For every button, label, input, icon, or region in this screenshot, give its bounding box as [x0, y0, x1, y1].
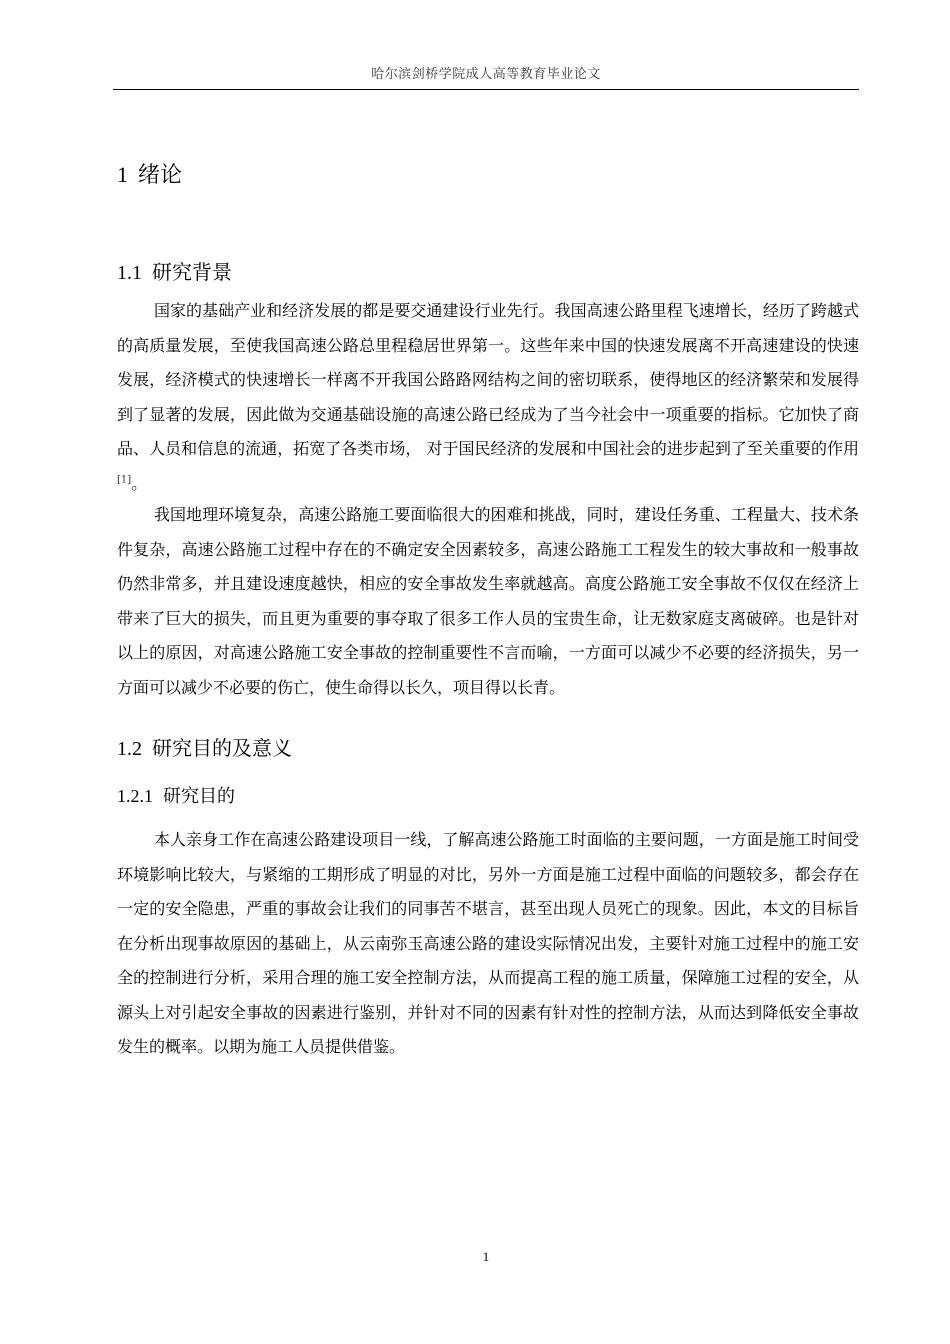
section-title: 研究目的及意义 [152, 736, 292, 760]
chapter-title: 绪论 [138, 163, 183, 188]
section-heading-1-1 [117, 256, 232, 289]
paragraph-text: 我国地理环境复杂，高速公路施工要面临很大的困难和挑战，同时，建设任务重、工程量大、技术条件复杂，高速公路施工过程中存在的不确定安全因素较多，高速公路施工工程发生的较大事故和一般事故仍然非常多，并且建设速度越快，相应的安全事故发生率就越高。高度公路施工安全事故不仅仅在经济上带来了巨大的损失，而且更为重要的事夺取了很多工作人员的宝贵生命，让无数家庭支离破碎。也是针对以上的原因，对高速公路施工安全事故的控制重要性不言而喻，一方面可以减少不必要的经济损失，另一方面可以减少不必要的伤亡，使生命得以长久，项目得以长青。 [117, 505, 859, 697]
background-paragraph-1 [117, 294, 859, 501]
paragraph-end: 。 [131, 473, 148, 493]
section-title: 研究背景 [152, 260, 232, 284]
section-number: 1.2 [117, 738, 142, 760]
chapter-number: 1 [117, 162, 128, 187]
chapter-heading [117, 158, 182, 193]
purpose-paragraph [117, 823, 859, 1065]
header-rule [113, 89, 859, 90]
running-header: 哈尔滨剑桥学院成人高等教育毕业论文 [371, 67, 601, 82]
paragraph-text: 国家的基础产业和经济发展的都是要交通建设行业先行。我国高速公路里程飞速增长，经历了跨越式的高质量发展，至使我国高速公路总里程稳居世界第一。这些年来中国的快速发展离不开高速建设的快速发展，经济模式的快速增长一样离不开我国公路路网结构之间的密切联系，使得地区的经济繁荣和发展得到了显著的发展，因此做为交通基础设施的高速公路已经成为了当今社会中一项重要的指标。它加快了商品、人员和信息的流通，拓宽了各类市场， 对于国民经济的发展和中国社会的进步起到了至关重要的作用 [117, 301, 859, 458]
background-paragraph-2 [117, 498, 859, 705]
section-heading-1-2 [117, 732, 292, 765]
page-number: 1 [482, 1249, 490, 1264]
subsection-title: 研究目的 [163, 786, 235, 807]
paragraph-text: 本人亲身工作在高速公路建设项目一线，了解高速公路施工时面临的主要问题，一方面是施工时间受环境影响比较大，与紧缩的工期形成了明显的对比，另外一方面是施工过程中面临的问题较多，都会存在一定的安全隐患，严重的事故会让我们的同事苦不堪言，甚至出现人员死亡的现象。因此，本文的目标旨在分析出现事故原因的基础上，从云南弥玉高速公路的建设实际情况出发，主要针对施工过程中的施工安全的控制进行分析，采用合理的施工安全控制方法，从而提高工程的施工质量，保障施工过程的安全，从源头上对引起安全事故的因素进行鉴别，并针对不同的因素有针对性的控制方法，从而达到降低安全事故发生的概率。以期为施工人员提供借鉴。 [117, 830, 859, 1056]
subsection-heading-1-2-1 [117, 781, 235, 812]
subsection-number: 1.2.1 [117, 786, 153, 806]
citation-mark: [1] [117, 474, 132, 486]
section-number: 1.1 [117, 262, 142, 284]
